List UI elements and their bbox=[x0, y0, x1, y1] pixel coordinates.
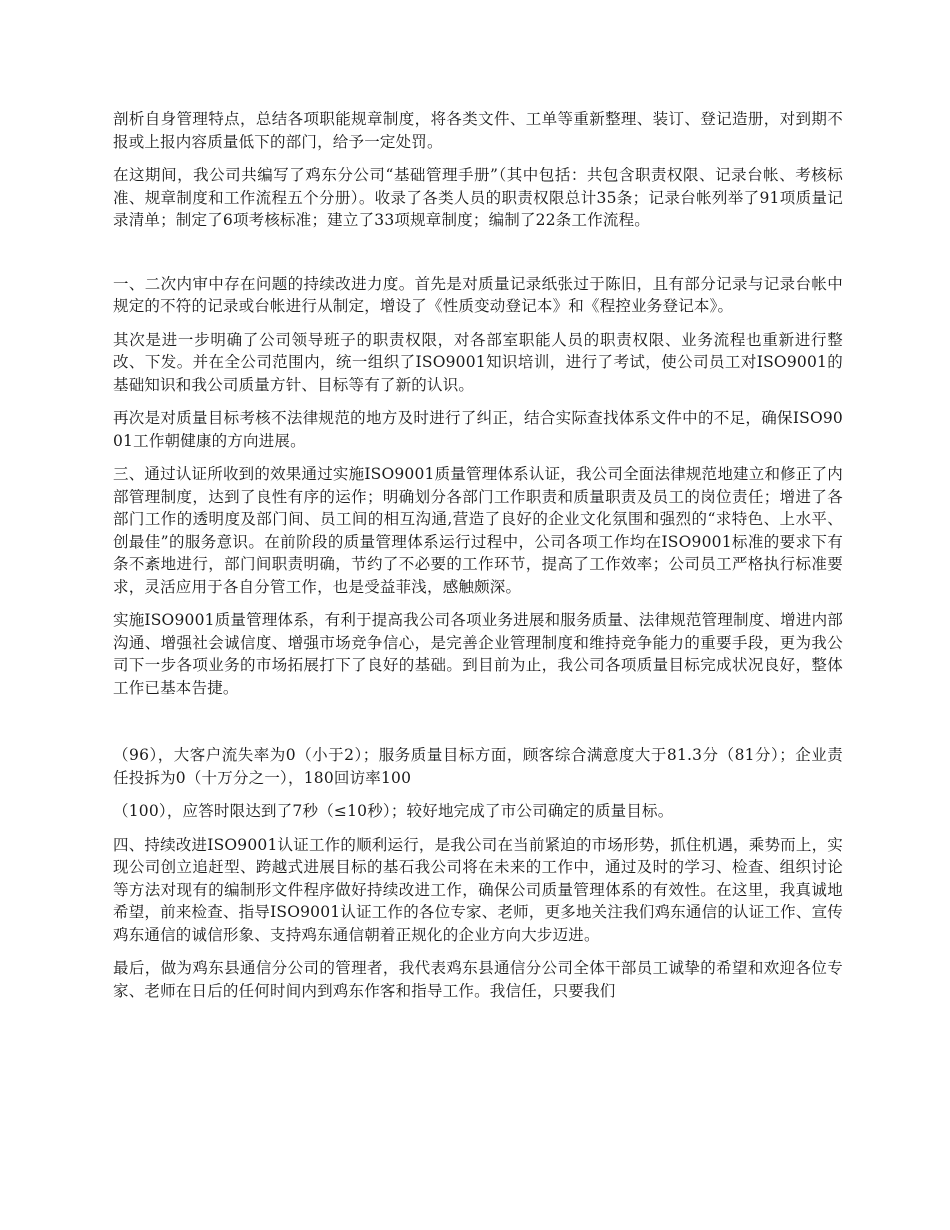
paragraph: 剖析自身管理特点，总结各项职能规章制度，将各类文件、工单等重新整理、装订、登记造册，对到期不报或上报内容质量低下的部门，给予一定处罚。 bbox=[113, 110, 843, 151]
paragraph: 四、持续改进ISO9001认证工作的顺利运行，是我公司在当前紧迫的市场形势，抓住机遇，乘势而上，实现公司创立追赶型、跨越式进展目标的基石我公司将在未来的工作中，通过及时的学习、检查、组织讨论等方法对现有的编制形文件程序做好持续改进工作，确保公司质量管理体系的有效性。在这里，我真诚地希望，前来检查、指导ISO9001认证工作的各位专家、老师，更多地关注我们鸡东通信的认证工作、宣传鸡东通信的诚信形象、支持鸡东通信朝着正规化的企业方向大步迈进。 bbox=[113, 835, 843, 944]
paragraph: 一、二次内审中存在问题的持续改进力度。首先是对质量记录纸张过于陈旧，且有部分记录与记录台帐中规定的不符的记录或台帐进行从制定，增设了《性质变动登记本》和《程控业务登记本》。 bbox=[113, 274, 843, 315]
paragraph: 其次是进一步明确了公司领导班子的职责权限，对各部室职能人员的职责权限、业务流程也重新进行整改、下发。并在全公司范围内，统一组织了ISO9001知识培训，进行了考试，使公司员工对ISO9001的基础知识和我公司质量方针、目标等有了新的认识。 bbox=[113, 330, 843, 394]
paragraph: （96），大客户流失率为0（小于2）；服务质量目标方面，顾客综合满意度大于81.3分（81分）；企业责任投拆为0（十万分之一），180回访率100 bbox=[113, 746, 843, 787]
paragraph: 实施ISO9001质量管理体系，有利于提高我公司各项业务进展和服务质量、法律规范管理制度、增进内部沟通、增强社会诚信度、增强市场竞争信心，是完善企业管理制度和维持竞争能力的重要手段，更为我公司下一步各项业务的市场拓展打下了良好的基础。到目前为止，我公司各项质量目标完成状况良好，整体工作已基本告捷。 bbox=[113, 611, 843, 697]
paragraph: 再次是对质量目标考核不法律规范的地方及时进行了纠正，结合实际查找体系文件中的不足，确保ISO9001工作朝健康的方向进展。 bbox=[113, 409, 843, 450]
paragraph: （100），应答时限达到了7秒（≤10秒）；较好地完成了市公司确定的质量目标。 bbox=[113, 802, 674, 820]
section-gap bbox=[113, 710, 843, 744]
paragraph: 在这期间，我公司共编写了鸡东分公司“基础管理手册”（其中包括：共包含职责权限、记录台帐、考核标准、规章制度和工作流程五个分册）。收录了各类人员的职责权限总计35条；记录台帐列举了91项质量记录清单；制定了6项考核标准；建立了33项规章制度；编制了22条工作流程。 bbox=[113, 166, 843, 229]
paragraph: 最后，做为鸡东县通信分公司的管理者，我代表鸡东县通信分公司全体干部员工诚挚的希望和欢迎各位专家、老师在日后的任何时间内到鸡东作客和指导工作。我信任，只要我们 bbox=[113, 959, 843, 1000]
section-gap bbox=[113, 243, 843, 273]
document-body bbox=[113, 108, 843, 1013]
paragraph: 三、通过认证所收到的效果通过实施ISO9001质量管理体系认证，我公司全面法律规范地建立和修正了内部管理制度，达到了良性有序的运作；明确划分各部门工作职责和质量职责及员工的岗位责任；增进了各部门工作的透明度及部门间、员工间的相互沟通,营造了良好的企业文化氛围和强烈的“求特色、上水平、创最佳”的服务意识。在前阶段的质量管理体系运行过程中，公司各项工作均在ISO9001标准的要求下有条不紊地进行，部门间职责明确，节约了不必要的工作环节，提高了工作效率；公司员工严格执行标准要求，灵活应用于各自分管工作，也是受益菲浅，感触颇深。 bbox=[113, 465, 843, 596]
